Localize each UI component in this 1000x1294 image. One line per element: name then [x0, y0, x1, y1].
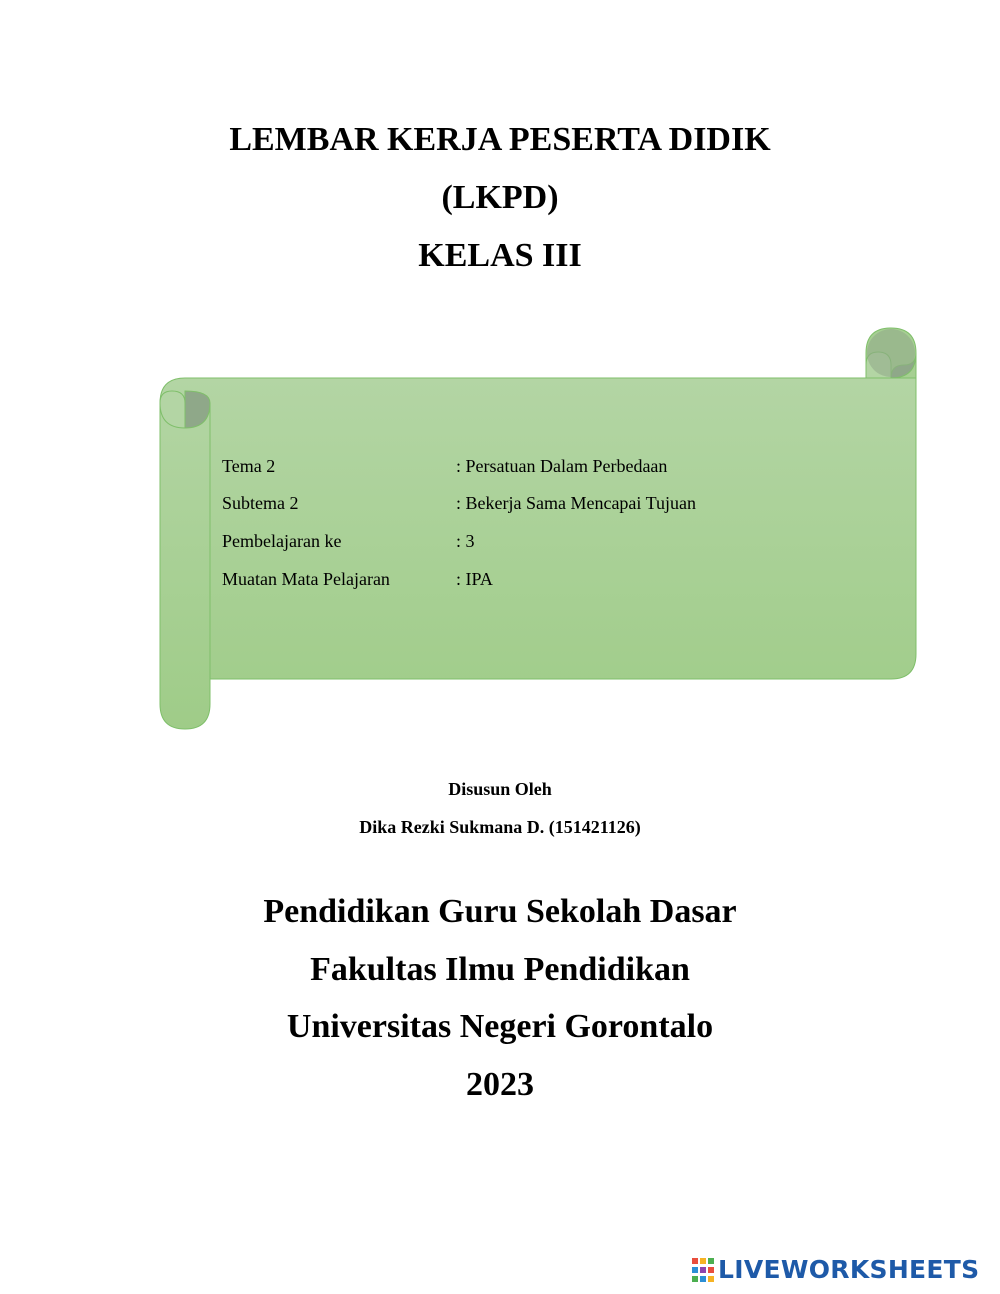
author-name: Dika Rezki Sukmana D. (151421126) — [359, 817, 641, 837]
document-year: 2023 — [466, 1066, 534, 1103]
info-label: Tema 2 — [222, 456, 276, 476]
author-heading: Disusun Oleh — [448, 779, 552, 799]
liveworksheets-brand: LIVEWORKSHEETS — [718, 1255, 980, 1284]
info-value: : IPA — [456, 569, 493, 589]
document-title-line-3: KELAS III — [418, 237, 582, 274]
institution-program: Pendidikan Guru Sekolah Dasar — [263, 893, 737, 930]
info-value: : Bekerja Sama Mencapai Tujuan — [456, 493, 696, 513]
institution-faculty: Fakultas Ilmu Pendidikan — [310, 951, 690, 988]
info-label: Muatan Mata Pelajaran — [222, 569, 390, 589]
liveworksheets-watermark — [692, 1256, 979, 1284]
document-title-line-2: (LKPD) — [441, 179, 559, 216]
scroll-body — [160, 378, 916, 729]
document-title-line-1: LEMBAR KERJA PESERTA DIDIK — [229, 121, 771, 158]
liveworksheets-logo-icon — [692, 1258, 714, 1282]
info-label: Pembelajaran ke — [222, 531, 342, 551]
institution-university: Universitas Negeri Gorontalo — [286, 1008, 714, 1045]
info-label: Subtema 2 — [222, 493, 299, 513]
info-value: : 3 — [456, 531, 475, 551]
info-value: : Persatuan Dalam Perbedaan — [456, 456, 668, 476]
